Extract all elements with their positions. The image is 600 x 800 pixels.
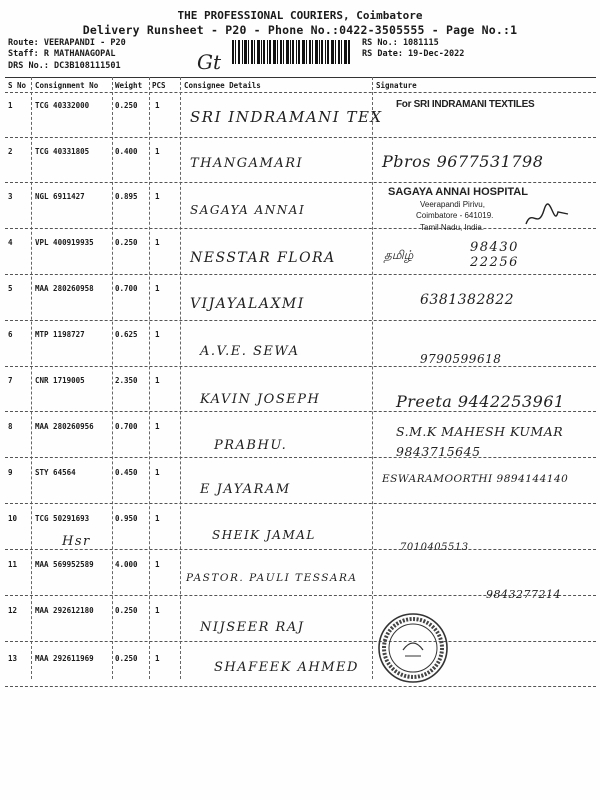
row-divider bbox=[5, 182, 596, 183]
row-consignee: SHEIK JAMAL bbox=[212, 528, 316, 542]
drs-number: DRS No.: DC3B108111501 bbox=[8, 61, 121, 71]
row-signature: 98430 22256 bbox=[470, 240, 519, 270]
row-sno: 2 bbox=[8, 147, 13, 156]
col-divider bbox=[149, 77, 150, 679]
row-signature: 7010405513 bbox=[400, 542, 469, 553]
row-divider bbox=[5, 274, 596, 275]
row-sno: 6 bbox=[8, 330, 13, 339]
hsr-note: Hsr bbox=[62, 534, 91, 549]
row-signature: ESWARAMOORTHI 9894144140 bbox=[382, 473, 569, 485]
row-sno: 10 bbox=[8, 514, 18, 523]
hospital-stamp-line3: Tamil Nadu, India. bbox=[420, 223, 485, 232]
row-consignment: NGL 6911427 bbox=[35, 192, 85, 201]
row-signature: 9843277214 bbox=[486, 588, 561, 601]
row-pcs: 1 bbox=[155, 468, 160, 477]
tamil-signature: தமிழ் bbox=[384, 248, 414, 262]
row-weight: 0.700 bbox=[115, 284, 138, 293]
col-signature: Signature bbox=[376, 81, 417, 90]
row-pcs: 1 bbox=[155, 192, 160, 201]
row-sno: 11 bbox=[8, 560, 18, 569]
row-consignment: MAA 292612180 bbox=[35, 606, 94, 615]
hospital-stamp-line2: Coimbatore - 641019. bbox=[416, 211, 494, 220]
col-divider bbox=[112, 77, 113, 679]
row-divider bbox=[5, 686, 596, 687]
row-consignee: PASTOR. PAULI TESSARA bbox=[186, 572, 358, 584]
hospital-stamp-line1: Veerapandi Pirivu, bbox=[420, 200, 485, 209]
row-signature: Preeta 9442253961 bbox=[396, 392, 565, 411]
row-divider bbox=[5, 137, 596, 138]
row-consignee: KAVIN JOSEPH bbox=[200, 392, 321, 407]
row-consignment: VPL 400919935 bbox=[35, 238, 94, 247]
row-consignee: SRI INDRAMANI TEX bbox=[190, 108, 383, 126]
row-consignment: CNR 1719005 bbox=[35, 376, 85, 385]
row-signature: Pbros 9677531798 bbox=[382, 152, 544, 171]
row-divider bbox=[5, 641, 596, 642]
row-weight: 0.250 bbox=[115, 238, 138, 247]
row-weight: 0.250 bbox=[115, 101, 138, 110]
hospital-stamp-name: SAGAYA ANNAI HOSPITAL bbox=[388, 186, 528, 198]
row-sno: 1 bbox=[8, 101, 13, 110]
signature-scribble bbox=[524, 200, 570, 232]
row-pcs: 1 bbox=[155, 606, 160, 615]
row-consignment: MAA 292611969 bbox=[35, 654, 94, 663]
row-consignee: NESSTAR FLORA bbox=[190, 250, 336, 266]
route-label: Route: VEERAPANDI - P20 bbox=[8, 38, 126, 48]
row-sno: 13 bbox=[8, 654, 18, 663]
row-divider bbox=[5, 549, 596, 550]
bank-seal-stamp bbox=[377, 612, 449, 684]
row-pcs: 1 bbox=[155, 422, 160, 431]
row-consignee: SAGAYA ANNAI bbox=[190, 203, 306, 217]
row-pcs: 1 bbox=[155, 147, 160, 156]
col-weight: Weight bbox=[115, 81, 143, 90]
row-consignment: TCG 50291693 bbox=[35, 514, 90, 523]
row-consignment: STY 64564 bbox=[35, 468, 76, 477]
row-pcs: 1 bbox=[155, 376, 160, 385]
runsheet-title: Delivery Runsheet - P20 - Phone No.:0422-3505555 - Page No.:1 bbox=[82, 23, 518, 37]
row-consignment: TCG 40331805 bbox=[35, 147, 90, 156]
row-signature: S.M.K MAHESH KUMAR 9843715645 bbox=[396, 424, 564, 459]
row-pcs: 1 bbox=[155, 238, 160, 247]
row-pcs: 1 bbox=[155, 514, 160, 523]
row-consignee: E JAYARAM bbox=[200, 482, 291, 497]
row-consignee: PRABHU. bbox=[214, 438, 288, 453]
row-signature: 9790599618 bbox=[420, 352, 502, 366]
row-signature-stamp: For SRI INDRAMANI TEXTILES bbox=[396, 99, 535, 110]
col-consignee: Consignee Details bbox=[184, 81, 261, 90]
row-divider bbox=[5, 366, 596, 367]
row-consignee: VIJAYALAXMI bbox=[190, 296, 305, 312]
row-divider bbox=[5, 228, 596, 229]
row-sno: 7 bbox=[8, 376, 13, 385]
table-header-rule bbox=[5, 92, 596, 93]
row-weight: 0.250 bbox=[115, 606, 138, 615]
row-weight: 0.950 bbox=[115, 514, 138, 523]
row-weight: 0.450 bbox=[115, 468, 138, 477]
row-consignee: NIJSEER RAJ bbox=[200, 620, 305, 635]
row-signature: 6381382822 bbox=[420, 292, 515, 308]
table-top-rule bbox=[5, 77, 596, 78]
row-weight: 0.250 bbox=[115, 654, 138, 663]
row-consignment: MAA 280260958 bbox=[35, 284, 94, 293]
row-pcs: 1 bbox=[155, 284, 160, 293]
row-sno: 5 bbox=[8, 284, 13, 293]
row-consignee: THANGAMARI bbox=[190, 156, 304, 171]
row-divider bbox=[5, 503, 596, 504]
row-sno: 4 bbox=[8, 238, 13, 247]
rs-date: RS Date: 19-Dec-2022 bbox=[362, 49, 465, 59]
row-pcs: 1 bbox=[155, 330, 160, 339]
row-divider bbox=[5, 411, 596, 412]
company-title: THE PROFESSIONAL COURIERS, Coimbatore bbox=[177, 9, 423, 22]
rs-number: RS No.: 1081115 bbox=[362, 38, 439, 48]
row-sno: 9 bbox=[8, 468, 13, 477]
row-pcs: 1 bbox=[155, 101, 160, 110]
row-weight: 4.000 bbox=[115, 560, 138, 569]
row-weight: 0.400 bbox=[115, 147, 138, 156]
row-sno: 12 bbox=[8, 606, 18, 615]
row-consignment: MTP 1198727 bbox=[35, 330, 85, 339]
staff-signature: Gt bbox=[197, 50, 222, 74]
row-consignee: SHAFEEK AHMED bbox=[214, 660, 359, 675]
row-pcs: 1 bbox=[155, 654, 160, 663]
row-consignment: TCG 40332000 bbox=[35, 101, 90, 110]
row-sno: 8 bbox=[8, 422, 13, 431]
col-pcs: PCS bbox=[152, 81, 166, 90]
staff-label: Staff: R MATHANAGOPAL bbox=[8, 49, 116, 59]
barcode-image bbox=[232, 40, 350, 64]
row-weight: 0.700 bbox=[115, 422, 138, 431]
col-consignment: Consignment No bbox=[35, 81, 99, 90]
row-divider bbox=[5, 320, 596, 321]
row-pcs: 1 bbox=[155, 560, 160, 569]
row-consignment: MAA 280260956 bbox=[35, 422, 94, 431]
row-weight: 0.625 bbox=[115, 330, 138, 339]
row-weight: 2.350 bbox=[115, 376, 138, 385]
col-divider bbox=[31, 77, 32, 679]
col-sno: S No bbox=[8, 81, 27, 90]
row-sno: 3 bbox=[8, 192, 13, 201]
col-divider bbox=[180, 77, 181, 679]
row-consignment: MAA 569952589 bbox=[35, 560, 94, 569]
row-consignee: A.V.E. SEWA bbox=[200, 344, 300, 359]
row-weight: 0.895 bbox=[115, 192, 138, 201]
col-divider bbox=[372, 77, 373, 679]
